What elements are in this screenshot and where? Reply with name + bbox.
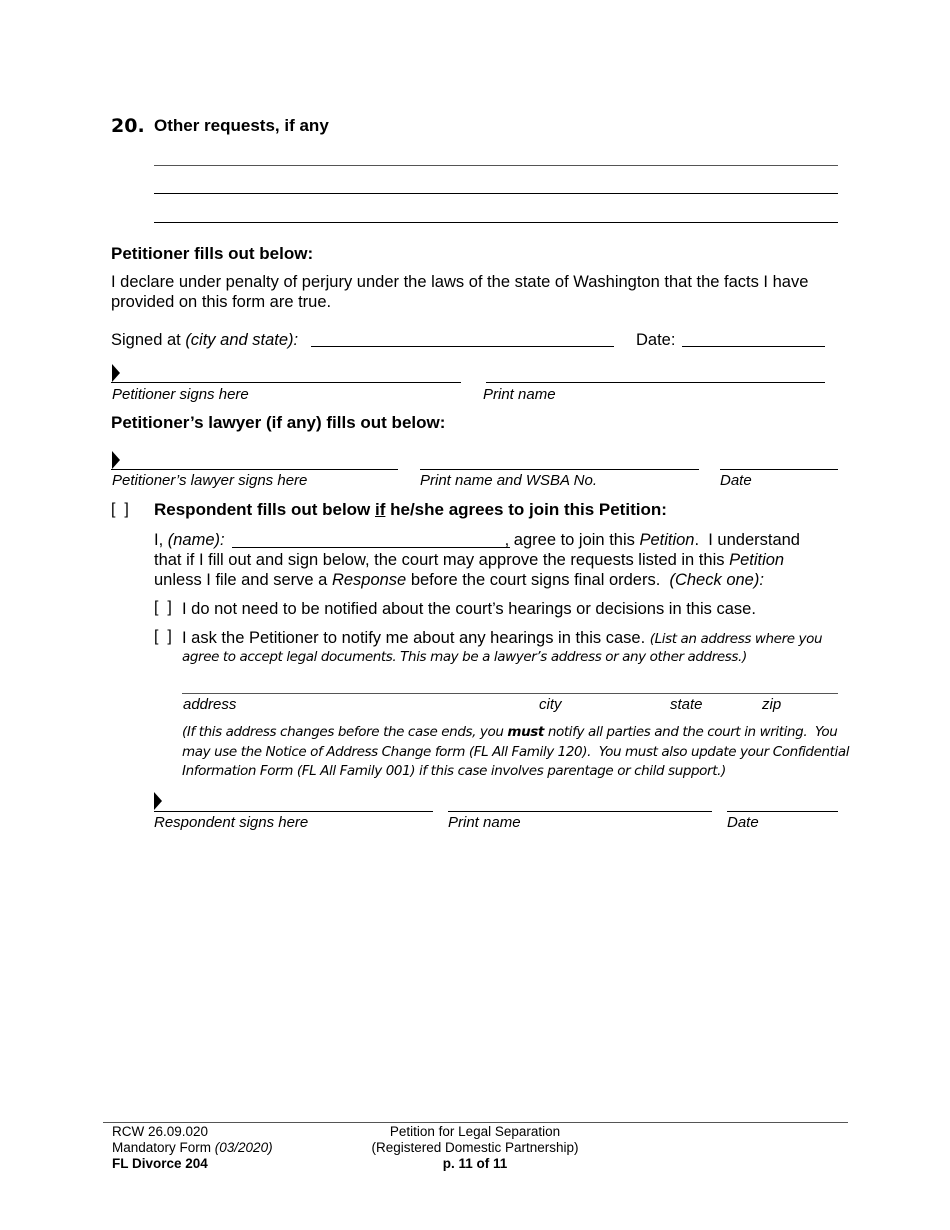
other-requests-line-3[interactable] <box>154 222 838 223</box>
petitioner-heading: Petitioner fills out below: <box>111 244 314 263</box>
option2-note-b: agree to accept legal documents. This may be a lawyer’s address or any other address.) <box>182 649 747 665</box>
zip-label: zip <box>762 696 782 713</box>
petitioner-print-name-field[interactable] <box>486 382 825 383</box>
footer-left <box>112 1124 273 1172</box>
notice-a1: (If this address changes before the case ends, you <box>182 724 508 740</box>
line3-response: Response <box>331 571 407 589</box>
footer-form-id: FL Divorce 204 <box>112 1156 208 1171</box>
date-label: Date: <box>636 331 676 349</box>
signed-at-field[interactable] <box>311 346 614 347</box>
address-notice-b: may use the Notice of Address Change form (FL All Family 120). You must also update your Confidential <box>182 744 850 760</box>
respondent-date-field[interactable] <box>727 811 838 812</box>
lawyer-date-field[interactable] <box>720 469 838 470</box>
line1-rest-a: , agree to join this <box>504 531 640 549</box>
line1-petition: Petition <box>639 531 695 549</box>
footer-mandatory <box>112 1140 273 1156</box>
respondent-line-2 <box>154 550 784 570</box>
option2-note-a: (List an address where you <box>649 631 823 647</box>
option1-text: I do not need to be notified about the court’s hearings or decisions in this case. <box>182 600 756 618</box>
signed-at-prefix: Signed at <box>111 331 186 349</box>
notice-a2: notify all parties and the court in writing. You <box>543 724 838 740</box>
address-notice-a <box>182 724 837 740</box>
option2-checkbox[interactable]: [ ] <box>154 628 172 645</box>
lawyer-print-name-field[interactable] <box>420 469 699 470</box>
city-label: city <box>539 696 562 713</box>
petitioner-signature-field[interactable] <box>111 382 461 383</box>
address-field[interactable] <box>182 693 838 694</box>
line1-name-hint: (name): <box>167 531 225 549</box>
respondent-heading-b: he/she agrees to join this Petition: <box>385 500 667 519</box>
respondent-heading <box>154 500 667 520</box>
sign-arrow-icon <box>112 364 120 382</box>
lawyer-date-label: Date <box>720 472 752 489</box>
lawyer-signs-label: Petitioner’s lawyer signs here <box>112 472 308 489</box>
line3-b: before the court signs final orders. <box>406 571 670 589</box>
declaration-text: I declare under penalty of perjury under the laws of the state of Washington that the facts I have provided on this form are true. <box>111 273 809 311</box>
respondent-name-field[interactable] <box>232 547 510 548</box>
other-requests-line-2[interactable] <box>154 193 838 194</box>
petitioner-date-field[interactable] <box>682 346 825 347</box>
option2-main: I ask the Petitioner to notify me about any hearings in this case. <box>182 629 650 647</box>
option1-checkbox[interactable]: [ ] <box>154 599 172 616</box>
state-label: state <box>670 696 703 713</box>
petitioner-print-name-label: Print name <box>483 386 556 403</box>
sign-arrow-icon <box>112 451 120 469</box>
section-title: Other requests, if any <box>154 116 329 135</box>
section-number: 20. <box>111 115 145 137</box>
respondent-heading-a: Respondent fills out below <box>154 500 375 519</box>
respondent-heading-if: if <box>375 500 386 519</box>
address-label: address <box>183 696 237 713</box>
signed-at-label <box>111 330 298 350</box>
footer-rcw: RCW 26.09.020 <box>112 1124 209 1139</box>
line3-a: unless I file and serve a <box>154 571 332 589</box>
respondent-print-name-label: Print name <box>448 814 521 831</box>
respondent-print-name-field[interactable] <box>448 811 712 812</box>
petitioner-signs-label: Petitioner signs here <box>112 386 249 403</box>
line2-a: that if I fill out and sign below, the court may approve the requests listed in this <box>154 551 730 569</box>
line3-check: (Check one): <box>669 571 764 589</box>
respondent-join-checkbox[interactable]: [ ] <box>111 501 129 518</box>
line1-rest-b: . I understand <box>694 531 800 549</box>
respondent-line-3 <box>154 570 764 590</box>
footer-rule <box>103 1122 848 1123</box>
line2-petition: Petition <box>729 551 785 569</box>
sign-arrow-icon <box>154 792 162 810</box>
respondent-signs-label: Respondent signs here <box>154 814 309 831</box>
respondent-signature-field[interactable] <box>154 811 433 812</box>
footer-title-2: (Registered Domestic Partnership) <box>371 1140 579 1155</box>
footer-title-1: Petition for Legal Separation <box>389 1124 561 1139</box>
lawyer-signature-field[interactable] <box>111 469 398 470</box>
footer-mandatory-label: Mandatory Form <box>112 1140 215 1155</box>
lawyer-heading: Petitioner’s lawyer (if any) fills out below: <box>111 413 446 432</box>
footer-center <box>300 1124 650 1172</box>
signed-at-hint: (city and state): <box>185 331 299 349</box>
notice-must: must <box>507 724 544 740</box>
footer-mandatory-date: (03/2020) <box>214 1140 273 1155</box>
option2-text <box>182 628 822 649</box>
other-requests-line-1[interactable] <box>154 165 838 166</box>
address-notice-c: Information Form (FL All Family 001) if this case involves parentage or child support.) <box>182 763 726 779</box>
line1-i: I, <box>154 531 168 549</box>
respondent-date-label: Date <box>727 814 759 831</box>
footer-page: p. 11 of 11 <box>442 1156 508 1171</box>
lawyer-print-name-label: Print name and WSBA No. <box>420 472 598 489</box>
